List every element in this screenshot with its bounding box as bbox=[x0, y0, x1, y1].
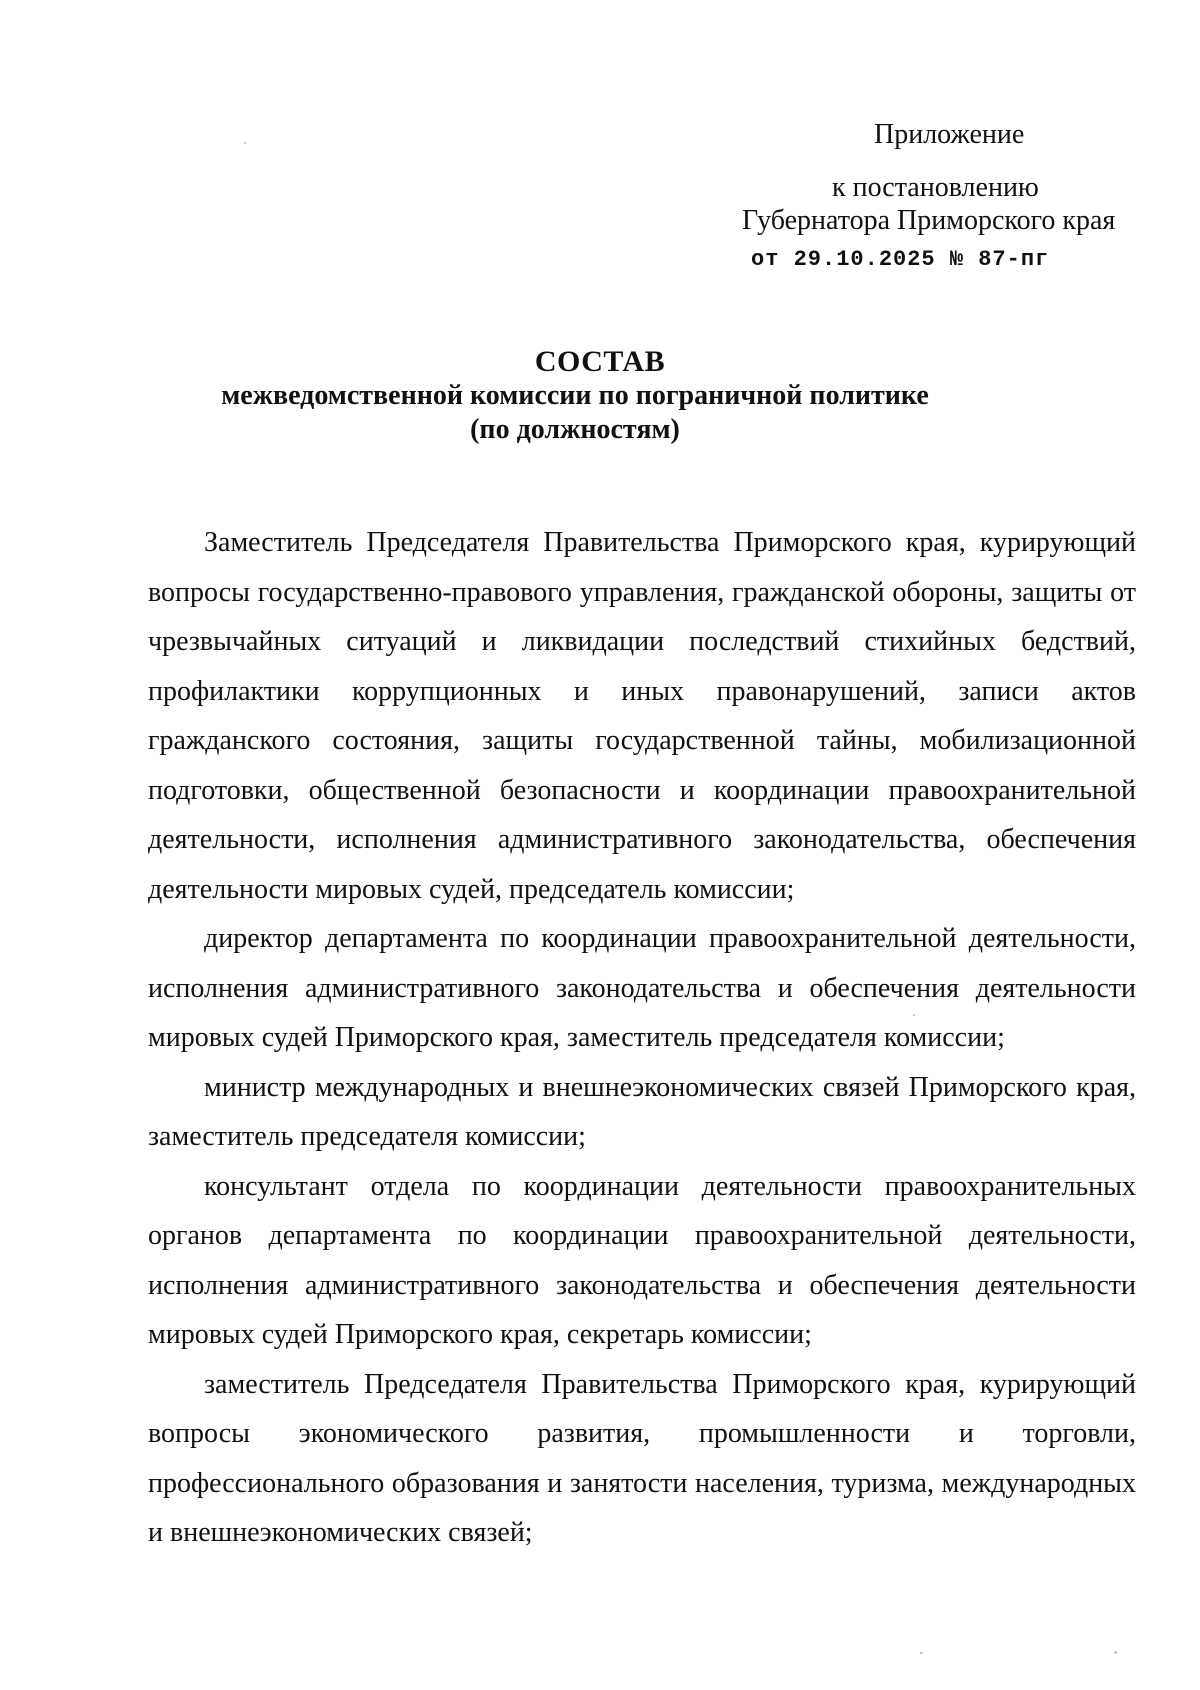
scan-speck bbox=[913, 1014, 915, 1016]
appendix-issuer-line: Губернатора Приморского края bbox=[742, 205, 1116, 236]
appendix-date-number-stamp: от 29.10.2025 № 87-пг bbox=[751, 247, 1050, 272]
member-paragraph: консультант отдела по координации деятельности правоохранительных органов департамента по координации правоохранительной деятельности, исполнения административного законодательства и обеспечения деятельности мировых судей Приморского края, секретарь комиссии; bbox=[148, 1170, 1136, 1350]
member-paragraph: Заместитель Председателя Правительства Приморского края, курирующий вопросы государственно-правового управления, гражданской обороны, защиты от чрезвычайных ситуаций и ликвидации последствий стихийных бедствий, профилактики коррупционных и иных правонарушений, записи актов гражданского состояния, защиты государственной тайны, мобилизационной подготовки, общественной безопасности и координации правоохранительной деятельности, исполнения административного законодательства, обеспечения деятельности мировых судей, председатель комиссии; bbox=[148, 527, 1136, 905]
member-paragraph: заместитель Председателя Правительства Приморского края, курирующий вопросы экономического развития, промышленности и торговли, профессионального образования и занятости населения, туризма, международных и внешнеэкономических связей; bbox=[148, 1368, 1136, 1548]
appendix-block bbox=[0, 0, 1200, 290]
appendix-title: Приложение bbox=[874, 119, 1025, 150]
heading-note: (по должностям) bbox=[470, 414, 680, 445]
appendix-reference-line: к постановлению bbox=[832, 172, 1039, 203]
member-paragraph: министр международных и внешнеэкономических связей Приморского края, заместитель председателя комиссии; bbox=[148, 1071, 1136, 1152]
member-paragraph: директор департамента по координации правоохранительной деятельности, исполнения административного законодательства и обеспечения деятельности мировых судей Приморского края, заместитель председателя комиссии; bbox=[148, 923, 1136, 1053]
scan-speck bbox=[244, 142, 246, 144]
heading-title: СОСТАВ bbox=[534, 345, 666, 378]
heading-subtitle: межведомственной комиссии по пограничной политике bbox=[221, 380, 929, 411]
scan-speck bbox=[920, 1652, 923, 1654]
member-list bbox=[148, 518, 1136, 1558]
scan-speck bbox=[1114, 1651, 1117, 1654]
document-heading bbox=[0, 345, 1200, 447]
